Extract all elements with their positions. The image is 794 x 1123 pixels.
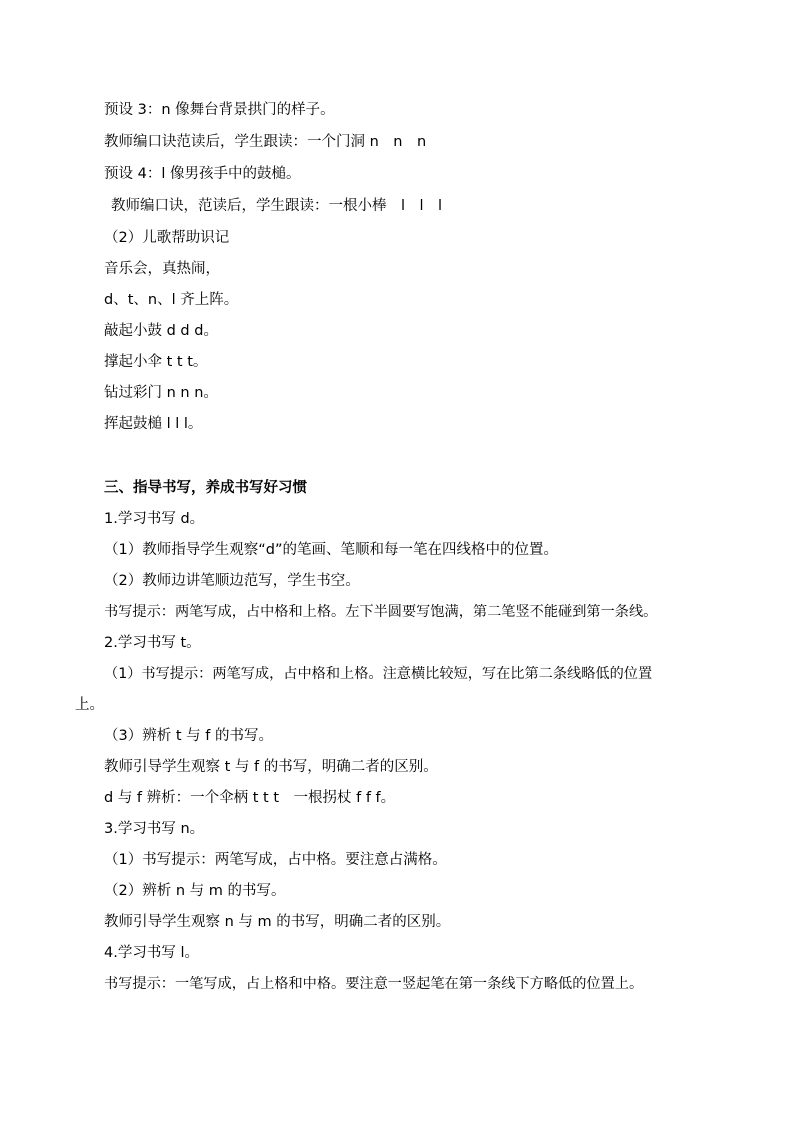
text-line: d、t、n、l 齐上阵。 [104, 292, 239, 308]
text-line: （2）教师边讲笔顺边范写，学生书空。 [104, 573, 360, 589]
text-line: 撑起小伞 t t t。 [104, 354, 208, 370]
text-line: 钻过彩门 n n n。 [104, 385, 218, 401]
text-line: 预设 3：n 像舞台背景拱门的样子。 [104, 102, 335, 118]
text-line: 敲起小鼓 d d d。 [104, 323, 218, 339]
text-line: （1）书写提示：两笔写成，占中格和上格。注意横比较短，写在比第二条线略低的位置 [104, 666, 653, 682]
subsection-heading: 4.学习书写 l。 [104, 945, 199, 961]
text-line: （1）教师指导学生观察“d”的笔画、笔顺和每一笔在四线格中的位置。 [104, 542, 558, 558]
text-line: （3）辨析 t 与 f 的书写。 [104, 728, 273, 744]
text-line: 教师编口诀范读后，学生跟读：一个门洞 n n n [104, 134, 427, 150]
text-line: 教师引导学生观察 t 与 f 的书写，明确二者的区别。 [104, 759, 438, 775]
text-line: 书写提示：两笔写成，占中格和上格。左下半圆要写饱满，第二笔竖不能碰到第一条线。 [104, 604, 658, 620]
subsection-heading: 3.学习书写 n。 [104, 821, 205, 837]
text-line: （2）儿歌帮助识记 [104, 230, 230, 246]
text-line: d 与 f 辨析：一个伞柄 t t t 一根拐杖 f f f。 [104, 790, 396, 806]
text-line: 教师引导学生观察 n 与 m 的书写，明确二者的区别。 [104, 914, 451, 930]
text-line: 挥起鼓槌 l l l。 [104, 416, 203, 432]
text-line: （2）辨析 n 与 m 的书写。 [104, 883, 286, 899]
section-heading: 三、指导书写，养成书写好习惯 [104, 480, 307, 496]
subsection-heading: 2.学习书写 t。 [104, 635, 201, 651]
subsection-heading: 1.学习书写 d。 [104, 511, 205, 527]
text-line: （1）书写提示：两笔写成，占中格。要注意占满格。 [104, 852, 447, 868]
text-line: 预设 4：l 像男孩手中的鼓槌。 [104, 166, 301, 182]
text-line: 教师编口诀，范读后，学生跟读：一根小棒 l l l [111, 198, 443, 214]
text-line: 上。 [75, 697, 104, 713]
text-line: 音乐会，真热闹， [104, 261, 220, 277]
text-line: 书写提示：一笔写成，占上格和中格。要注意一竖起笔在第一条线下方略低的位置上。 [104, 976, 644, 992]
